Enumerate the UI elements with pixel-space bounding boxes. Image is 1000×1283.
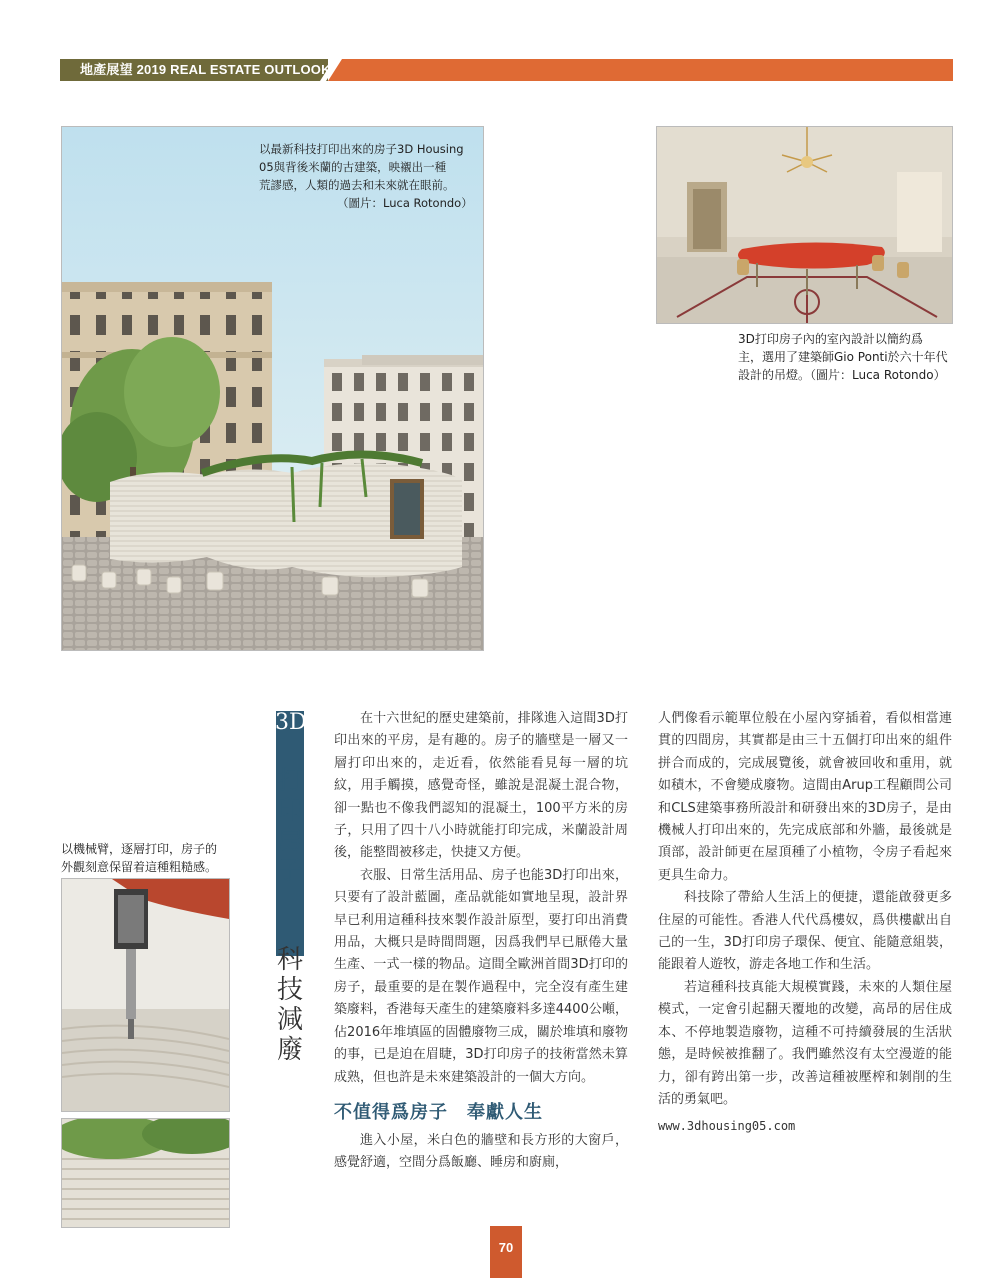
printed-wall-image: [62, 1119, 229, 1227]
robot-arm-photo: [61, 878, 230, 1112]
article-column-1: [334, 708, 628, 1175]
title-line2: 科 技 減 廢: [276, 945, 303, 1065]
subheading: 不值得爲房子 奉獻人生: [334, 1101, 543, 1123]
source-url[interactable]: www.3dhousing05.com: [658, 1119, 796, 1134]
main-photo: [61, 126, 484, 651]
printed-wall-photo: [61, 1118, 230, 1228]
interior-photo: [656, 126, 953, 324]
article-column-2: [658, 708, 952, 1138]
interior-photo-caption: 3D打印房子內的室內設計以簡約爲 主，選用了建築師Gio Ponti於六十年代 設計的吊燈。（圖片：Luca Rotondo）: [738, 332, 948, 382]
paragraph: 在十六世紀的歷史建築前，排隊進入這間3D打印出來的平房，是有趣的。房子的牆壁是一層又一層打印出來的，走近看，依然能看見每一層的坑紋，用手觸摸，感覺奇怪，雖說是混凝土混合物，卻一點也不像我們認知的混凝土，100平方米的房子，只用了四十八小時就能打印完成，米蘭設計周後，能整間被移走，快捷又方便。: [334, 711, 628, 861]
title-line1: 3D: [275, 710, 307, 735]
page-number: 70: [490, 1226, 522, 1278]
paragraph: 衣服、日常生活用品、房子也能3D打印出來，只要有了設計藍圖，產品就能如實地呈現，設計界早已利用這種科技來製作設計原型，要打印出消費用品，大概只是時間問題，因爲我們早已厭倦大量生產、一式一樣的物品。這間全歐洲首間3D打印的房子，最重要的是在製作過程中，完全沒有產生建築廢料，香港每天產生的建築廢料多達4400公噸，佔2016年堆填區的固體廢物三成，關於堆填和廢物的事，已是迫在眉睫，3D打印房子的技術當然未算成熟，但也許是未來建築設計的一個大方向。: [334, 867, 628, 1085]
interior-image: [657, 127, 952, 323]
title-line1-chars: 打 印 房 子: [276, 766, 303, 886]
robot-photo-caption: 以機械臂，逐層打印，房子的 外觀刻意保留着這種粗糙感。: [61, 842, 218, 874]
paragraph: 若這種科技真能大規模實踐，未來的人類住屋模式，一定會引起翻天覆地的改變，高昂的居住成本、不停地製造廢物，這種不可持續發展的生活狀態，是時候被推翻了。我們雖然沒有太空漫遊的能力，卻有跨出第一步，改善這種被壓榨和剝削的生活的勇氣吧。: [658, 979, 952, 1107]
header-accent-bar: [320, 59, 953, 81]
section-title: 地產展望 2019 REAL ESTATE OUTLOOK: [80, 62, 331, 77]
paragraph: 進入小屋，米白色的牆壁和長方形的大窗戶，感覺舒適，空間分爲飯廳、睡房和廚廁，: [334, 1132, 628, 1171]
main-photo-caption: 以最新科技打印出來的房子3D Housing 05與背後米蘭的古建築，映襯出一種 荒謬感，人類的過去和未來就在眼前。 （圖片：Luca Rotondo）: [259, 142, 473, 210]
robot-arm-image: [62, 879, 229, 1111]
paragraph: 人們像看示範單位般在小屋內穿插着，看似相當連貫的四間房，其實都是由三十五個打印出來的組件拼合而成的，完成展覽後，就會被回收和重用，就如積木，不會變成廢物。這間由Arup工程顧問公司和CLS建築事務所設計和研發出來的3D房子，是由機械人打印出來的，先完成底部和外牆，最後就是頂部，設計師更在屋頂種了小植物，令房子看起來更具生命力。: [658, 711, 952, 883]
paragraph: 科技除了帶給人生活上的便捷，還能啟發更多住屋的可能性。香港人代代爲樓奴，爲供樓獻出自己的一生，3D打印房子環保、便宜、能隨意組裝，能跟着人遊牧，游走各地工作和生活。: [658, 890, 952, 973]
